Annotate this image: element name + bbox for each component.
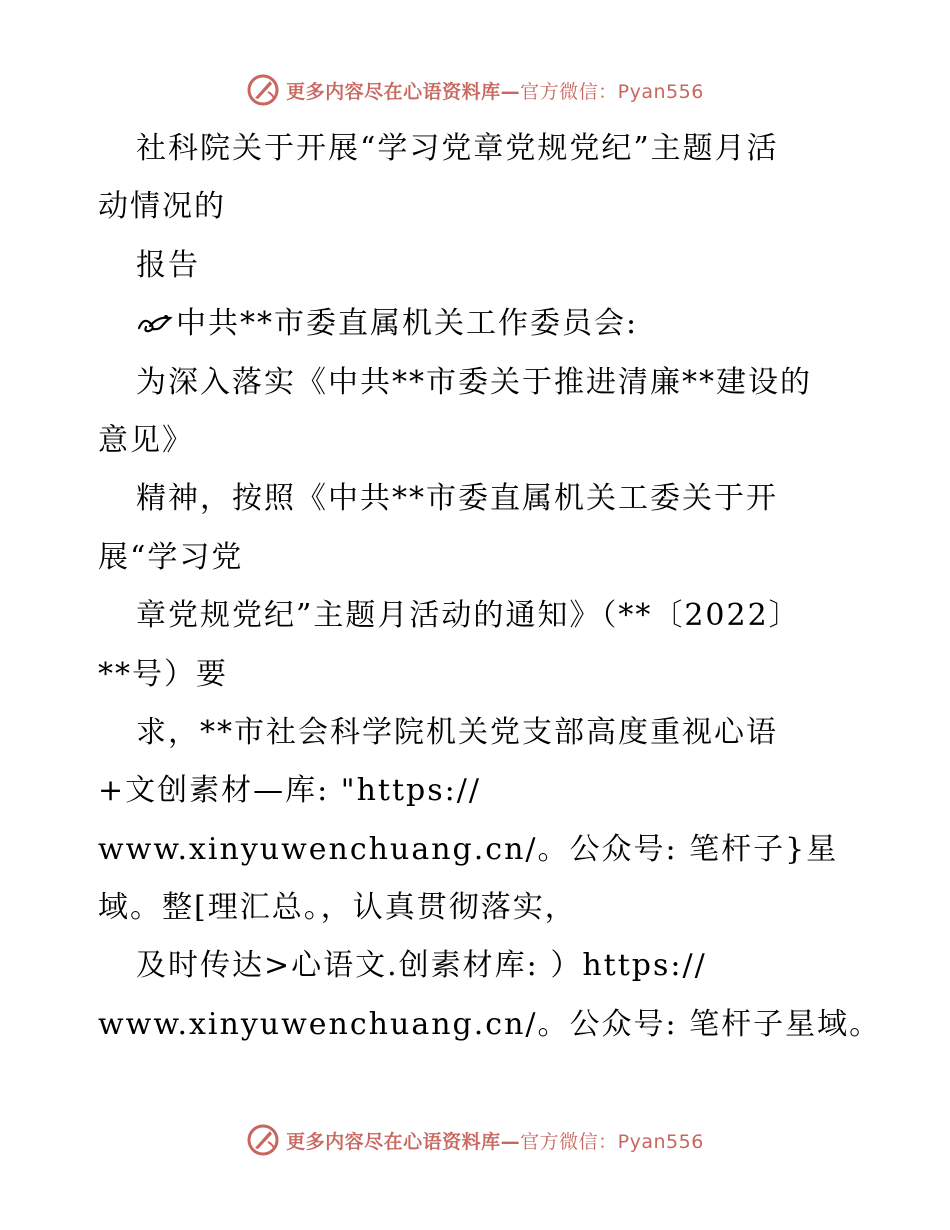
flourish-icon xyxy=(136,312,174,336)
text-line: 章党规党纪”主题月活动的通知》（**〔2022〕 xyxy=(136,598,801,634)
text-line: 为深入落实《中共**市委关于推进清廉**建设的 xyxy=(136,364,812,400)
text-line: 报告 xyxy=(136,247,200,283)
text-line: www.xinyuwenchuang.cn/。公众号: 笔杆子星域。 xyxy=(98,1006,882,1042)
header-watermark xyxy=(0,70,950,110)
text-line: 动情况的 xyxy=(98,189,226,225)
text-line: +文创素材—库: "https:// xyxy=(98,773,481,809)
watermark-text xyxy=(286,77,704,104)
text-line: 社科院关于开展“学习党章党规党纪”主题月活 xyxy=(136,131,779,166)
addressee-line xyxy=(98,295,858,353)
text-line: 展“学习党 xyxy=(98,539,244,575)
watermark-wechat: 官方微信：Pyan556 xyxy=(520,1130,704,1153)
text-line: 域。整[理汇总。，认真贯彻落实， xyxy=(98,890,577,926)
watermark-dash: — xyxy=(500,1130,521,1153)
quill-logo-icon xyxy=(246,73,280,107)
watermark-text xyxy=(286,1127,704,1154)
watermark-wechat: 官方微信：Pyan556 xyxy=(520,80,704,103)
text-line: 及时传达>心语文.创素材库: ）https:// xyxy=(136,948,707,984)
addressee-text: 中共**市委直属机关工作委员会: xyxy=(176,306,639,342)
quill-logo-icon xyxy=(246,1123,280,1157)
text-line: **号）要 xyxy=(98,656,228,692)
text-line: 精神，按照《中共**市委直属机关工委关于开 xyxy=(136,481,778,517)
watermark-brand: 更多内容尽在心语资料库 xyxy=(286,80,501,103)
watermark-brand: 更多内容尽在心语资料库 xyxy=(286,1130,501,1153)
text-line: 求，**市社会科学院机关党支部高度重视心语 xyxy=(136,714,778,750)
document-body xyxy=(98,120,882,1054)
text-line: 意见》 xyxy=(98,422,194,458)
watermark-dash: — xyxy=(500,80,521,103)
footer-watermark xyxy=(0,1120,950,1160)
text-line: www.xinyuwenchuang.cn/。公众号: 笔杆子}星 xyxy=(98,831,839,867)
